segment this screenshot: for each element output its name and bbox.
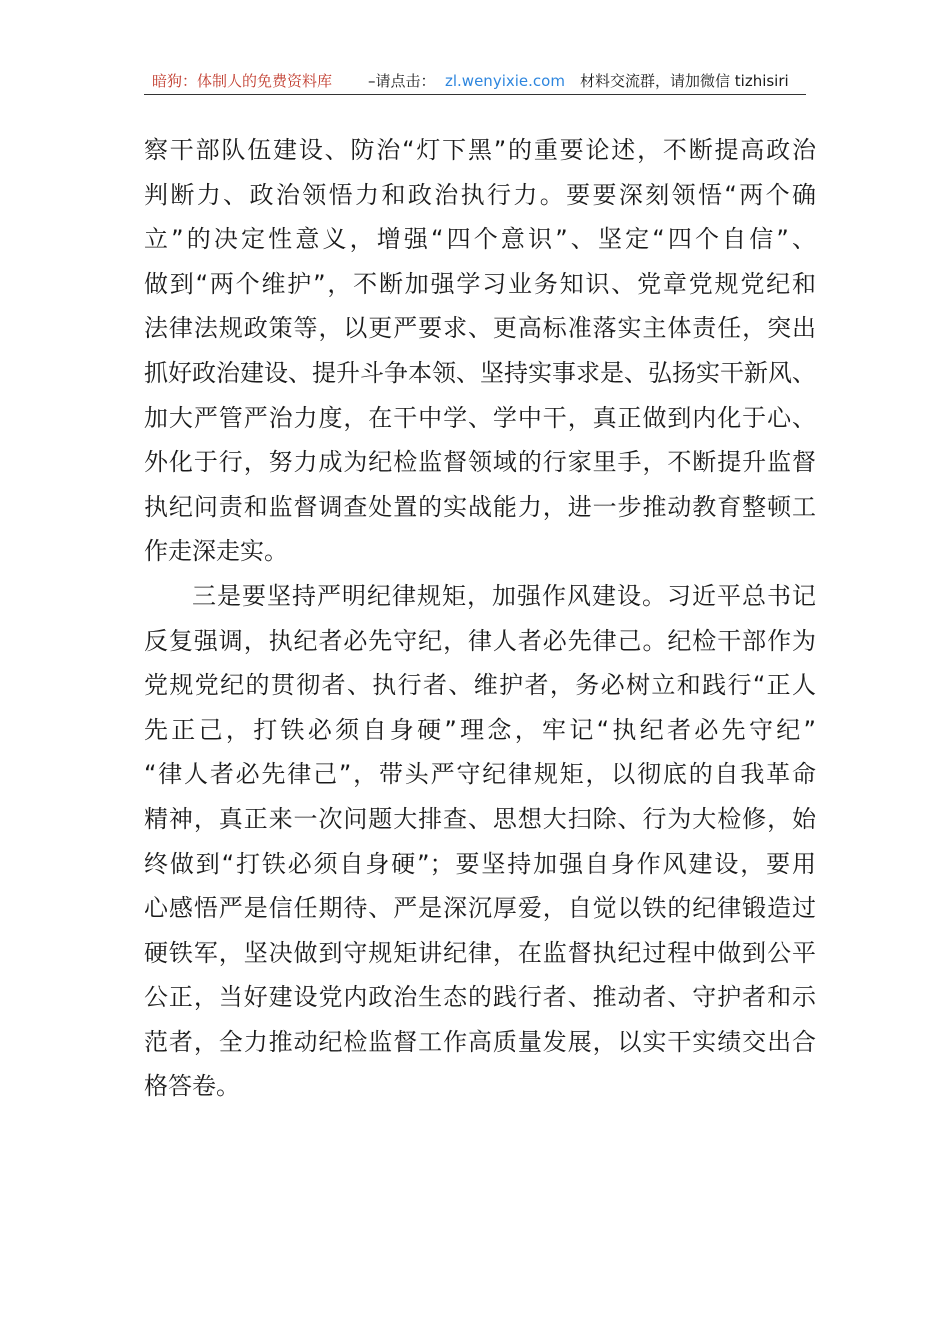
header-brand: 暗狗：体制人的免费资料库 [152, 72, 333, 90]
text-line: 察干部队伍建设、防治“灯下黑”的重要论述，不断提高政治 [144, 136, 816, 164]
text-line: 精神，真正来一次问题大排查、思想大扫除、行为大检修，始 [144, 804, 816, 833]
text-line: 公正，当好建设党内政治生态的践行者、推动者、守护者和示 [144, 983, 816, 1012]
text-line: 终做到“打铁必须自身硬”；要坚持加强自身作风建设，要用 [144, 849, 816, 878]
text-line: 范者，全力推动纪检监督工作高质量发展，以实干实绩交出合 [144, 1027, 816, 1056]
text-line: 先正己，打铁必须自身硬”理念，牢记“执纪者必先守纪” [144, 715, 816, 744]
document-body [144, 128, 816, 1109]
text-line: 立”的决定性意义，增强“四个意识”、坚定“四个自信”、 [144, 225, 816, 254]
text-line: 加大严管严治力度，在干中学、学中干，真正做到内化于心、 [144, 403, 816, 432]
text-line: 心感悟严是信任期待、严是深沉厚爱，自觉以铁的纪律锻造过 [144, 894, 816, 923]
text-line: 反复强调，执纪者必先守纪，律人者必先律己。纪检干部作为 [144, 626, 816, 655]
header-link[interactable]: zl.wenyixie.com [445, 72, 565, 90]
text-line: 硬铁军，坚决做到守规矩讲纪律，在监督执纪过程中做到公平 [144, 938, 816, 967]
text-line: 外化于行，努力成为纪检监督领域的行家里手，不断提升监督 [144, 448, 816, 477]
text-line: 做到“两个维护”，不断加强学习业务知识、党章党规党纪和 [144, 269, 816, 298]
text-line: 党规党纪的贯彻者、执行者、维护者，务必树立和践行“正人 [144, 671, 816, 700]
paragraph-start-line: 三是要坚持严明纪律规矩，加强作风建设。习近平总书记 [192, 581, 816, 610]
header-click-prompt: –请点击： [368, 72, 436, 90]
text-line: 判断力、政治领悟力和政治执行力。要要深刻领悟“两个确 [144, 180, 816, 209]
text-line: 抓好政治建设、提升斗争本领、坚持实事求是、弘扬实干新风、 [144, 358, 816, 387]
text-line: 格答卷。 [144, 1072, 240, 1101]
text-line: 法律法规政策等，以更严要求、更高标准落实主体责任，突出 [144, 314, 816, 343]
text-line: “律人者必先律己”，带头严守纪律规矩，以彻底的自我革命 [144, 760, 816, 789]
page-header [144, 70, 806, 95]
header-group-info: 材料交流群，请加微信 tizhisiri [580, 72, 789, 90]
text-line: 作走深走实。 [144, 537, 288, 566]
text-line: 执纪问责和监督调查处置的实战能力，进一步推动教育整顿工 [144, 492, 816, 521]
